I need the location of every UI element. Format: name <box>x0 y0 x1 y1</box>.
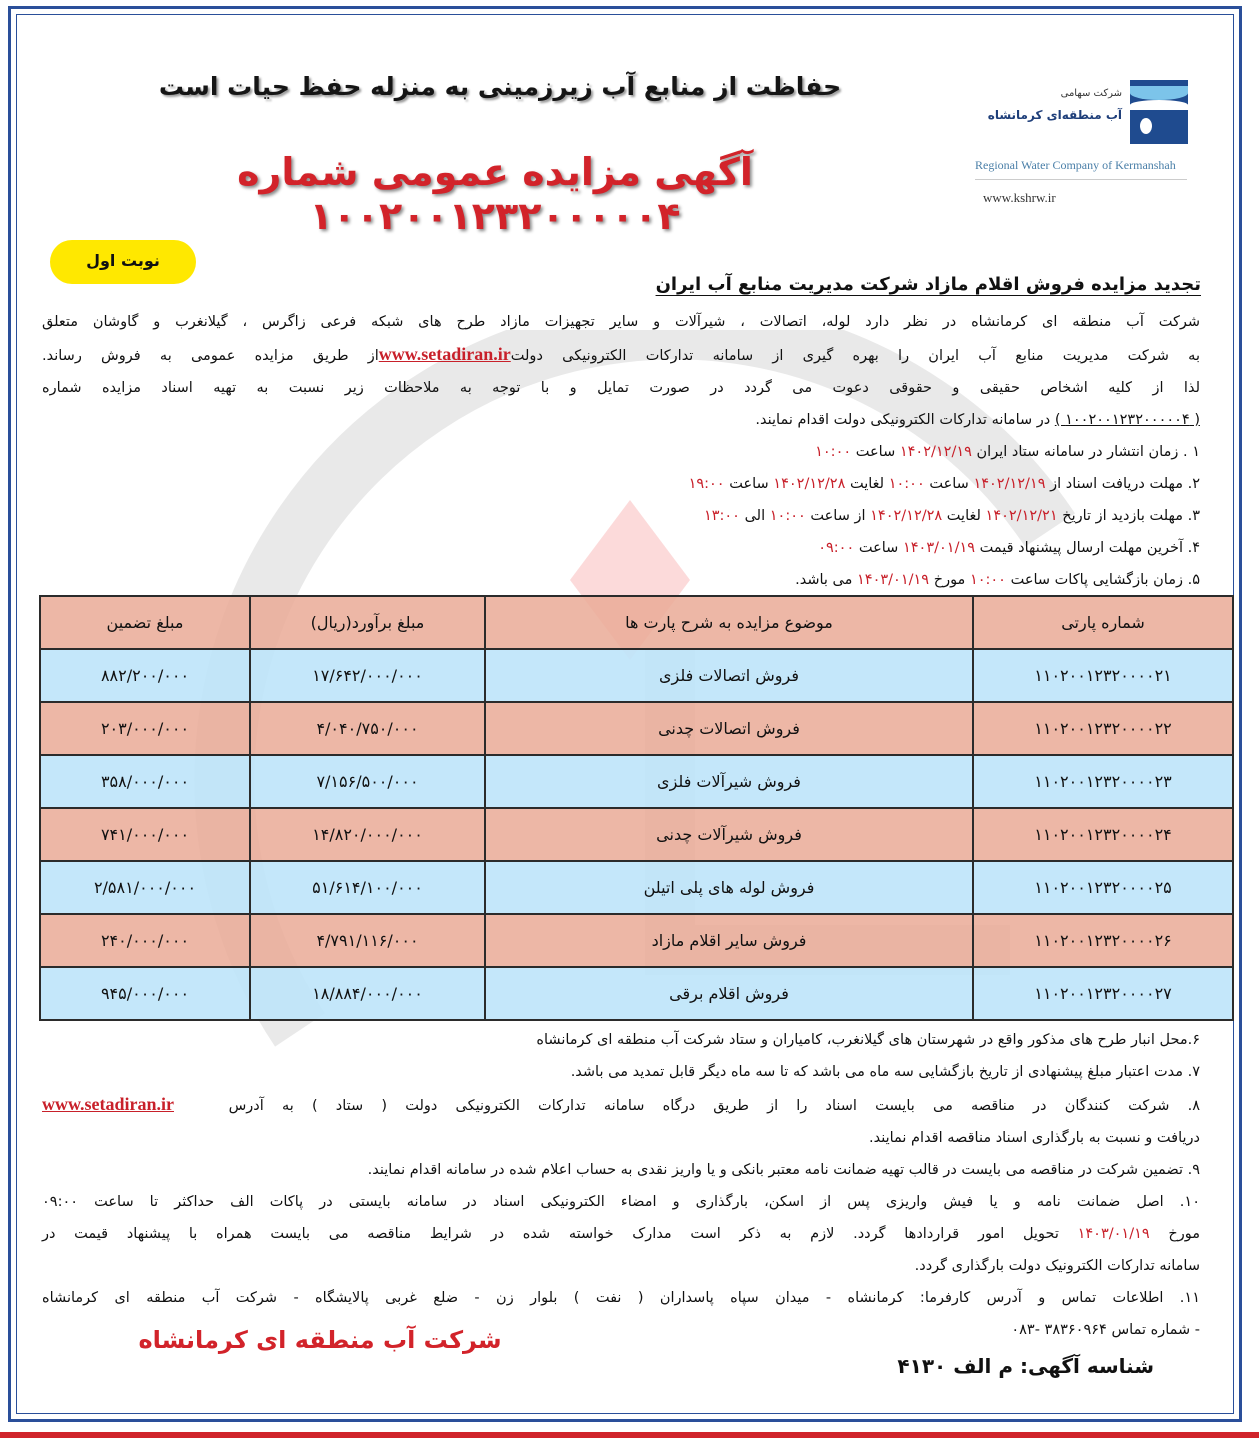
schedule-value: ۱۳:۰۰ <box>703 508 740 524</box>
schedule-value: ۱۰:۰۰ <box>888 476 925 492</box>
schedule-item <box>42 500 1200 532</box>
subject-cell: فروش شیرآلات چدنی <box>485 808 973 861</box>
schedule-value: ۱۴۰۲/۱۲/۲۸ <box>773 476 846 492</box>
logo-small-text: شرکت سهامی <box>1060 88 1122 99</box>
estimate-cell: ۴/۰۴۰/۷۵۰/۰۰۰ <box>250 702 485 755</box>
col-subject: موضوع مزایده به شرح پارت ها <box>485 596 973 649</box>
schedule-text: ساعت <box>851 444 900 460</box>
note-8-cont: دریافت و نسبت به بارگذاری اسناد مناقصه اقدام نمایند. <box>868 1130 1200 1146</box>
schedule-item <box>42 564 1200 596</box>
party-number-cell: ۱۱۰۲۰۰۱۲۳۲۰۰۰۰۲۴ <box>973 808 1233 861</box>
intro-line <box>42 404 1200 436</box>
schedule-value: ۱۴۰۲/۱۲/۱۹ <box>973 476 1046 492</box>
schedule-text: الی <box>739 508 770 524</box>
estimate-cell: ۵۱/۶۱۴/۱۰۰/۰۰۰ <box>250 861 485 914</box>
subject-cell: فروش شیرآلات فلزی <box>485 755 973 808</box>
guarantee-cell: ۲۰۳/۰۰۰/۰۰۰ <box>40 702 250 755</box>
setadiran-link[interactable]: www.setadiran.ir <box>378 344 511 364</box>
guarantee-cell: ۷۴۱/۰۰۰/۰۰۰ <box>40 808 250 861</box>
schedule-text: ساعت <box>854 540 903 556</box>
estimate-cell: ۷/۱۵۶/۵۰۰/۰۰۰ <box>250 755 485 808</box>
intro-line <box>42 338 1200 372</box>
col-party-number: شماره پارتی <box>973 596 1233 649</box>
subject-cell: فروش اتصالات فلزی <box>485 649 973 702</box>
logo-english: Regional Water Company of Kermanshah <box>975 158 1187 180</box>
note-text: تحویل امور قراردادها گردد. لازم به ذکر است مدارک خواسته شده در شرایط مناقصه می بایست همراه با پیشنهاد قیمت در <box>42 1226 1078 1242</box>
schedule-text: ۲. مهلت دریافت اسناد از <box>1045 476 1200 492</box>
ad-id: شناسه آگهی: م الف ۴۱۳۰ <box>897 1354 1154 1378</box>
schedule-value: ۱۰:۰۰ <box>969 572 1006 588</box>
note-6: ۶.محل انبار طرح های مذکور واقع در شهرستان های گیلانغرب، کامیاران و ستاد شرکت آب منطقه ای کرمانشاه <box>536 1032 1200 1048</box>
note-10-end: سامانه تدارکات الکترونیک دولت بارگذاری گردد. <box>914 1258 1200 1274</box>
estimate-cell: ۱۴/۸۲۰/۰۰۰/۰۰۰ <box>250 808 485 861</box>
intro-text: در سامانه تدارکات الکترونیکی دولت اقدام نمایند. <box>755 412 1055 428</box>
guarantee-cell: ۸۸۲/۲۰۰/۰۰۰ <box>40 649 250 702</box>
estimate-cell: ۱۸/۸۸۴/۰۰۰/۰۰۰ <box>250 967 485 1020</box>
table-row <box>40 702 1233 755</box>
schedule-value: ۱۰:۰۰ <box>815 444 852 460</box>
company-logo <box>975 78 1190 218</box>
schedule-value: ۱۴۰۳/۰۱/۱۹ <box>902 540 976 556</box>
company-signature: شرکت آب منطقه ای کرمانشاه <box>138 1326 502 1354</box>
schedule-item <box>42 532 1200 564</box>
subject-cell: فروش اتصالات چدنی <box>485 702 973 755</box>
schedule-value: ۱۹:۰۰ <box>688 476 725 492</box>
lots-table <box>39 595 1234 1021</box>
party-number-cell: ۱۱۰۲۰۰۱۲۳۲۰۰۰۰۲۱ <box>973 649 1233 702</box>
party-number-cell: ۱۱۰۲۰۰۱۲۳۲۰۰۰۰۲۶ <box>973 914 1233 967</box>
schedule-value: ۱۴۰۳/۰۱/۱۹ <box>857 572 930 588</box>
guarantee-cell: ۲۴۰/۰۰۰/۰۰۰ <box>40 914 250 967</box>
note-10: ۱۰. اصل ضمانت نامه و یا فیش واریزی پس از اسکن، بارگذاری و امضاء الکترونیکی اسناد در سامانه بایستی در پاکات الف حداکثر تا ساعت ۰۹:۰۰ <box>42 1194 1200 1210</box>
note-10-cont <box>42 1218 1200 1250</box>
logo-url: www.kshrw.ir <box>983 190 1056 205</box>
setadiran-link[interactable]: www.setadiran.ir <box>42 1094 174 1114</box>
table-row <box>40 967 1233 1020</box>
schedule-text: می باشد. <box>795 572 858 588</box>
intro-line: شرکت آب منطقه ای کرمانشاه در نظر دارد لوله، اتصالات ، شیرآلات و سایر تجهیزات مازاد طرح های شبکه فرعی زاگرس ، گیلانغرب و گاوشان متعلق <box>42 314 1200 330</box>
water-wave-icon <box>1130 80 1188 144</box>
intro-line: لذا از کلیه اشخاص حقیقی و حقوقی دعوت می گردد در صورت تمایل و با توجه به ملاحظات زیر نسبت به تهیه اسناد مزایده شماره <box>42 380 1200 396</box>
schedule-text: ۱ . زمان انتشار در سامانه ستاد ایران <box>971 444 1200 460</box>
schedule-text: مورخ <box>929 572 970 588</box>
schedule-text: از ساعت <box>805 508 871 524</box>
page-title: آگهی مزایده عمومی شماره ۱۰۰۲۰۰۱۲۳۲۰۰۰۰۰۴ <box>237 150 753 238</box>
slogan: حفاظت از منابع آب زیرزمینی به منزله حفظ حیات است <box>158 72 842 101</box>
table-header-row <box>40 596 1233 649</box>
table-row <box>40 649 1233 702</box>
schedule-value: ۱۴۰۲/۱۲/۱۹ <box>899 444 972 460</box>
col-guarantee: مبلغ تضمین <box>40 596 250 649</box>
intro-paragraph <box>42 306 1200 596</box>
intro-text: از طریق مزایده عمومی به فروش رساند. <box>42 348 379 364</box>
party-number-cell: ۱۱۰۲۰۰۱۲۳۲۰۰۰۰۲۵ <box>973 861 1233 914</box>
guarantee-cell: ۲/۵۸۱/۰۰۰/۰۰۰ <box>40 861 250 914</box>
schedule-text: ۴. آخرین مهلت ارسال پیشنهاد قیمت <box>975 540 1200 556</box>
table-row <box>40 861 1233 914</box>
subject-cell: فروش اقلام برقی <box>485 967 973 1020</box>
estimate-cell: ۴/۷۹۱/۱۱۶/۰۰۰ <box>250 914 485 967</box>
subject-cell: فروش لوله های پلی اتیلن <box>485 861 973 914</box>
schedule-value: ۰۹:۰۰ <box>818 540 855 556</box>
schedule-value: ۱۴۰۲/۱۲/۲۱ <box>985 508 1058 524</box>
note-text: ۸. شرکت کنندگان در مناقصه می بایست اسناد را از طریق درگاه سامانه تدارکات الکترونیکی دولت ( ستاد ) به آدرس <box>228 1098 1201 1114</box>
guarantee-cell: ۳۵۸/۰۰۰/۰۰۰ <box>40 755 250 808</box>
note-9: ۹. تضمین شرکت در مناقصه می بایست در قالب تهیه ضمانت نامه معتبر بانکی و یا واریز نقدی به حساب اعلام شده در سامانه اقدام نمایند. <box>367 1162 1200 1178</box>
round-badge: نوبت اول <box>50 240 196 284</box>
schedule-item <box>42 468 1200 500</box>
schedule-list <box>42 436 1200 596</box>
intro-text: به شرکت مدیریت منابع آب ایران را بهره گیری از سامانه تدارکات الکترونیکی دولت <box>510 348 1200 364</box>
guarantee-cell: ۹۴۵/۰۰۰/۰۰۰ <box>40 967 250 1020</box>
schedule-value: ۱۰:۰۰ <box>769 508 806 524</box>
party-number-cell: ۱۱۰۲۰۰۱۲۳۲۰۰۰۰۲۷ <box>973 967 1233 1020</box>
notes <box>42 1024 1200 1346</box>
schedule-text: لغایت <box>845 476 889 492</box>
schedule-value: ۱۴۰۲/۱۲/۲۸ <box>870 508 943 524</box>
party-number-cell: ۱۱۰۲۰۰۱۲۳۲۰۰۰۰۲۳ <box>973 755 1233 808</box>
note-text: مورخ <box>1149 1226 1200 1242</box>
note-7: ۷. مدت اعتبار مبلغ پیشنهادی از تاریخ بازگشایی سه ماه می باشد که تا سه ماه دیگر قابل تمدید می باشد. <box>570 1064 1200 1080</box>
auction-number: ( ۱۰۰۲۰۰۱۲۳۲۰۰۰۰۰۴ ) <box>1054 412 1200 428</box>
schedule-item <box>42 436 1200 468</box>
section-heading: تجدید مزایده فروش اقلام مازاد شرکت مدیریت منابع آب ایران <box>655 274 1201 295</box>
note-11-cont: - شماره تماس ۳۸۳۶۰۹۶۴ -۰۸۳ <box>1011 1322 1200 1338</box>
schedule-text: ساعت <box>724 476 774 492</box>
note-11: ۱۱. اطلاعات تماس و آدرس کارفرما: کرمانشاه - میدان سپاه پاسداران ( نفت ) بلوار زن - ضلع غربی پالایشگاه - شرکت آب منطقه ای کرمانشاه <box>42 1290 1200 1306</box>
schedule-text: ساعت <box>924 476 974 492</box>
estimate-cell: ۱۷/۶۴۲/۰۰۰/۰۰۰ <box>250 649 485 702</box>
note-8 <box>42 1088 1200 1122</box>
bottom-rule <box>0 1432 1259 1438</box>
schedule-text: ۵. زمان بازگشایی پاکات ساعت <box>1005 572 1200 588</box>
note-date: ۱۴۰۳/۰۱/۱۹ <box>1077 1226 1150 1242</box>
subject-cell: فروش سایر اقلام مازاد <box>485 914 973 967</box>
party-number-cell: ۱۱۰۲۰۰۱۲۳۲۰۰۰۰۲۲ <box>973 702 1233 755</box>
col-estimate: مبلغ برآورد(ریال) <box>250 596 485 649</box>
schedule-text: لغایت <box>942 508 986 524</box>
logo-name: آب منطقه‌ای کرمانشاه <box>987 108 1122 122</box>
table-row <box>40 808 1233 861</box>
schedule-text: ۳. مهلت بازدید از تاریخ <box>1057 508 1200 524</box>
table-row <box>40 914 1233 967</box>
table-row <box>40 755 1233 808</box>
